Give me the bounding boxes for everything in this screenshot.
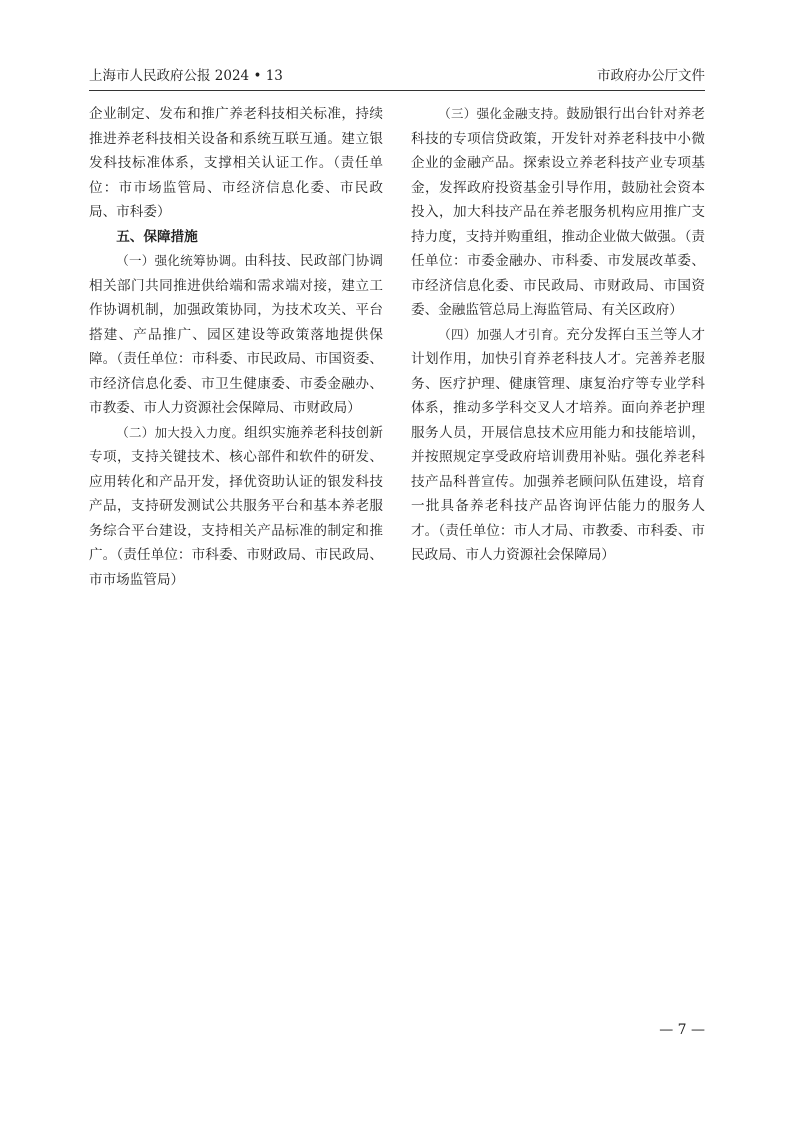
paragraph-text: 鼓励银行出台针对养老科技的专项信贷政策，开发针对养老科技中小微企业的金融产品。探索设立养老科技产业专项基金，发挥政府投资基金引导作用，鼓励社会资本投入，加大科技产品在养老服务机构应用推广支持力度，支持并购重组，推动企业做大做强。（责任单位：市委金融办、市科委、市发展改革委、市经济信息化委、市民政局、市财政局、市国资委、金融监管总局上海监管局、有关区政府） [411,106,705,318]
left-column [89,102,383,592]
paragraph-investment [89,421,383,593]
paragraph-standards [89,102,383,225]
document-category: 市政府办公厅文件 [597,68,705,84]
paragraph-talent [411,323,705,568]
section-heading: 五、保障措施 [116,228,198,245]
paragraph-coordination [89,249,383,421]
paragraph-finance [411,102,705,323]
gazette-title: 上海市人民政府公报 2024 • 13 [89,68,283,84]
paragraph-text: 组织实施养老科技创新专项，支持关键技术、核心部件和软件的研发、应用转化和产品开发，择优资助认证的银发科技产品，支持研发测试公共服务平台和基本养老服务综合平台建设，支持相关产品标准的制定和推广。（责任单位：市科委、市财政局、市民政局、市市场监管局） [89,424,383,588]
subheading-label: （二）加大投入力度。 [116,424,245,440]
paragraph-text: 由科技、民政部门协调相关部门共同推进供给端和需求端对接，建立工作协调机制，加强政策协同，为技术攻关、平台搭建、产品推广、园区建设等政策落地提供保障。（责任单位：市科委、市民政局、市国资委、市经济信息化委、市卫生健康委、市委金融办、市教委、市人力资源社会保障局、市财政局） [89,253,383,416]
page-header [89,66,705,88]
paragraph-text: 充分发挥白玉兰等人才计划作用，加快引育养老科技人才。完善养老服务、医疗护理、健康管理、康复治疗等专业学科体系，推动多学科交叉人才培养。面向养老护理服务人员，开展信息技术应用能力和技能培训，并按照规定享受政府培训费用补贴。强化养老科技产品科普宣传。加强养老顾问队伍建设，培育一批具备养老科技产品咨询评估能力的服务人才。（责任单位：市人才局、市教委、市科委、市民政局、市人力资源社会保障局） [411,326,705,563]
right-column [411,102,705,568]
subheading-label: （三）强化金融支持。 [438,106,567,121]
subheading-label: （一）强化统筹协调。 [116,253,245,268]
header-divider [89,90,705,91]
paragraph-text: 企业制定、发布和推广养老科技相关标准，持续推进养老科技相关设备和系统互联互通。建立银发科技标准体系，支撑相关认证工作。（责任单位：市市场监管局、市经济信息化委、市民政局、市科委） [89,106,383,220]
subheading-label: （四）加强人才引育。 [438,326,567,342]
page-number: — 7 — [659,1022,705,1038]
